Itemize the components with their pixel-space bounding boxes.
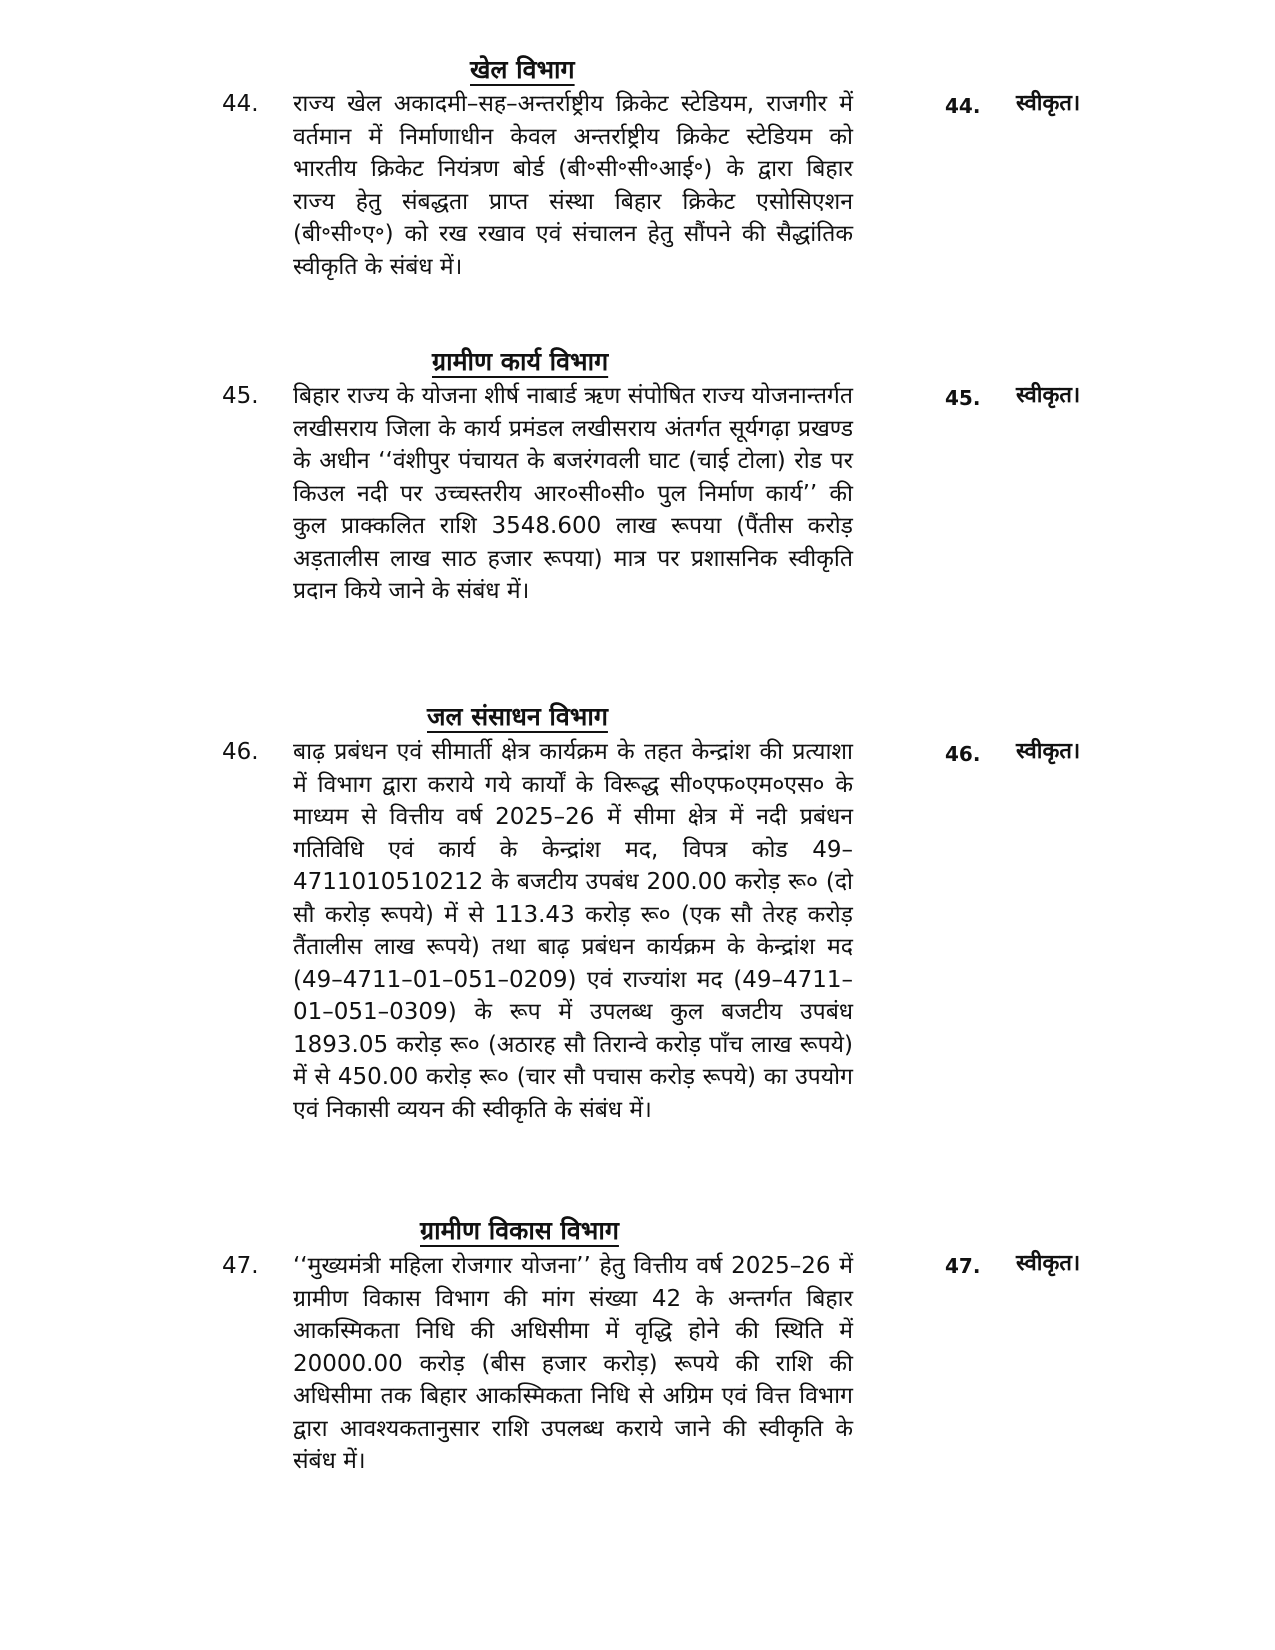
item-number: 45.: [222, 383, 259, 409]
item-text: राज्य खेल अकादमी–सह–अन्तर्राष्ट्रीय क्रिकेट स्टेडियम, राजगीर में वर्तमान में निर्माणाधीन केवल अन्तर्राष्ट्रीय क्रिकेट स्टेडियम को भारतीय क्रिकेट नियंत्रण बोर्ड (बी॰सी॰सी॰आई॰) के द्वारा बिहार राज्य हेतु संबद्धता प्राप्त संस्था बिहार क्रिकेट एसोसिएशन (बी॰सी॰ए॰) को रख रखाव एवं संचालन हेतु सौंपने की सैद्धांतिक स्वीकृति के संबंध में।: [293, 91, 853, 280]
item-number: 47.: [222, 1253, 259, 1279]
item-number: 46.: [222, 739, 259, 765]
item-text: बाढ़ प्रबंधन एवं सीमार्ती क्षेत्र कार्यक्रम के तहत केन्द्रांश की प्रत्याशा में विभाग द्वारा कराये गये कार्यों के विरूद्ध सी०एफ०एम०एस० के माध्यम से वित्तीय वर्ष 2025–26 में सीमा क्षेत्र में नदी प्रबंधन गतिविधि एवं कार्य के केन्द्रांश मद, विपत्र कोड 49–4711010510212 के बजटीय उपबंध 200.00 करोड़ रू० (दो सौ करोड़ रूपये) में से 113.43 करोड़ रू० (एक सौ तेरह करोड़ तैंतालीस लाख रूपये) तथा बाढ़ प्रबंधन कार्यक्रम के केन्द्रांश मद (49–4711–01–051–0209) एवं राज्यांश मद (49–4711–01–051–0309) के रूप में उपलब्ध कुल बजटीय उपबंध 1893.05 करोड़ रू० (अठारह सौ तिरान्वे करोड़ पाँच लाख रूपये) में से 450.00 करोड़ रू० (चार सौ पचास करोड़ रूपये) का उपयोग एवं निकासी व्ययन की स्वीकृति के संबंध में।: [293, 739, 853, 1123]
item-text: बिहार राज्य के योजना शीर्ष नाबार्ड ऋण संपोषित राज्य योजनान्तर्गत लखीसराय जिला के कार्य प्रमंडल लखीसराय अंतर्गत सूर्यगढ़ा प्रखण्ड के अधीन ‘‘वंशीपुर पंचायत के बजरंगवली घाट (चाई टोला) रोड पर किउल नदी पर उच्चस्तरीय आर०सी०सी० पुल निर्माण कार्य’’ की कुल प्राक्कलित राशि 3548.600 लाख रूपया (पैंतीस करोड़ अड़तालीस लाख साठ हजार रूपया) मात्र पर प्रशासनिक स्वीकृति प्रदान किये जाने के संबंध में।: [293, 383, 853, 604]
item-text: ‘‘मुख्यमंत्री महिला रोजगार योजना’’ हेतु वित्तीय वर्ष 2025–26 में ग्रामीण विकास विभाग की मांग संख्या 42 के अन्तर्गत बिहार आकस्मिकता निधि की अधिसीमा में वृद्धि होने की स्थिति में 20000.00 करोड़ (बीस हजार करोड़) रूपये की राशि की अधिसीमा तक बिहार आकस्मिकता निधि से अग्रिम एवं वित्त विभाग द्वारा आवश्यकतानुसार राशि उपलब्ध कराये जाने की स्वीकृति के संबंध में।: [293, 1253, 853, 1474]
decision-status: स्वीकृत।: [1016, 383, 1081, 408]
decision-number: 44.: [945, 94, 981, 118]
decision-number: 46.: [945, 742, 981, 766]
decision-status: स्वीकृत।: [1016, 739, 1081, 764]
decision-number: 47.: [945, 1254, 981, 1278]
decision-status: स्वीकृत।: [1016, 1251, 1081, 1276]
department-heading: खेल विभाग: [470, 55, 575, 84]
department-heading: ग्रामीण विकास विभाग: [420, 1216, 619, 1245]
decision-number: 45.: [945, 386, 981, 410]
item-number: 44.: [222, 91, 259, 117]
decision-status: स्वीकृत।: [1016, 91, 1081, 116]
department-heading: जल संसाधन विभाग: [427, 702, 608, 731]
department-heading: ग्रामीण कार्य विभाग: [432, 347, 609, 376]
